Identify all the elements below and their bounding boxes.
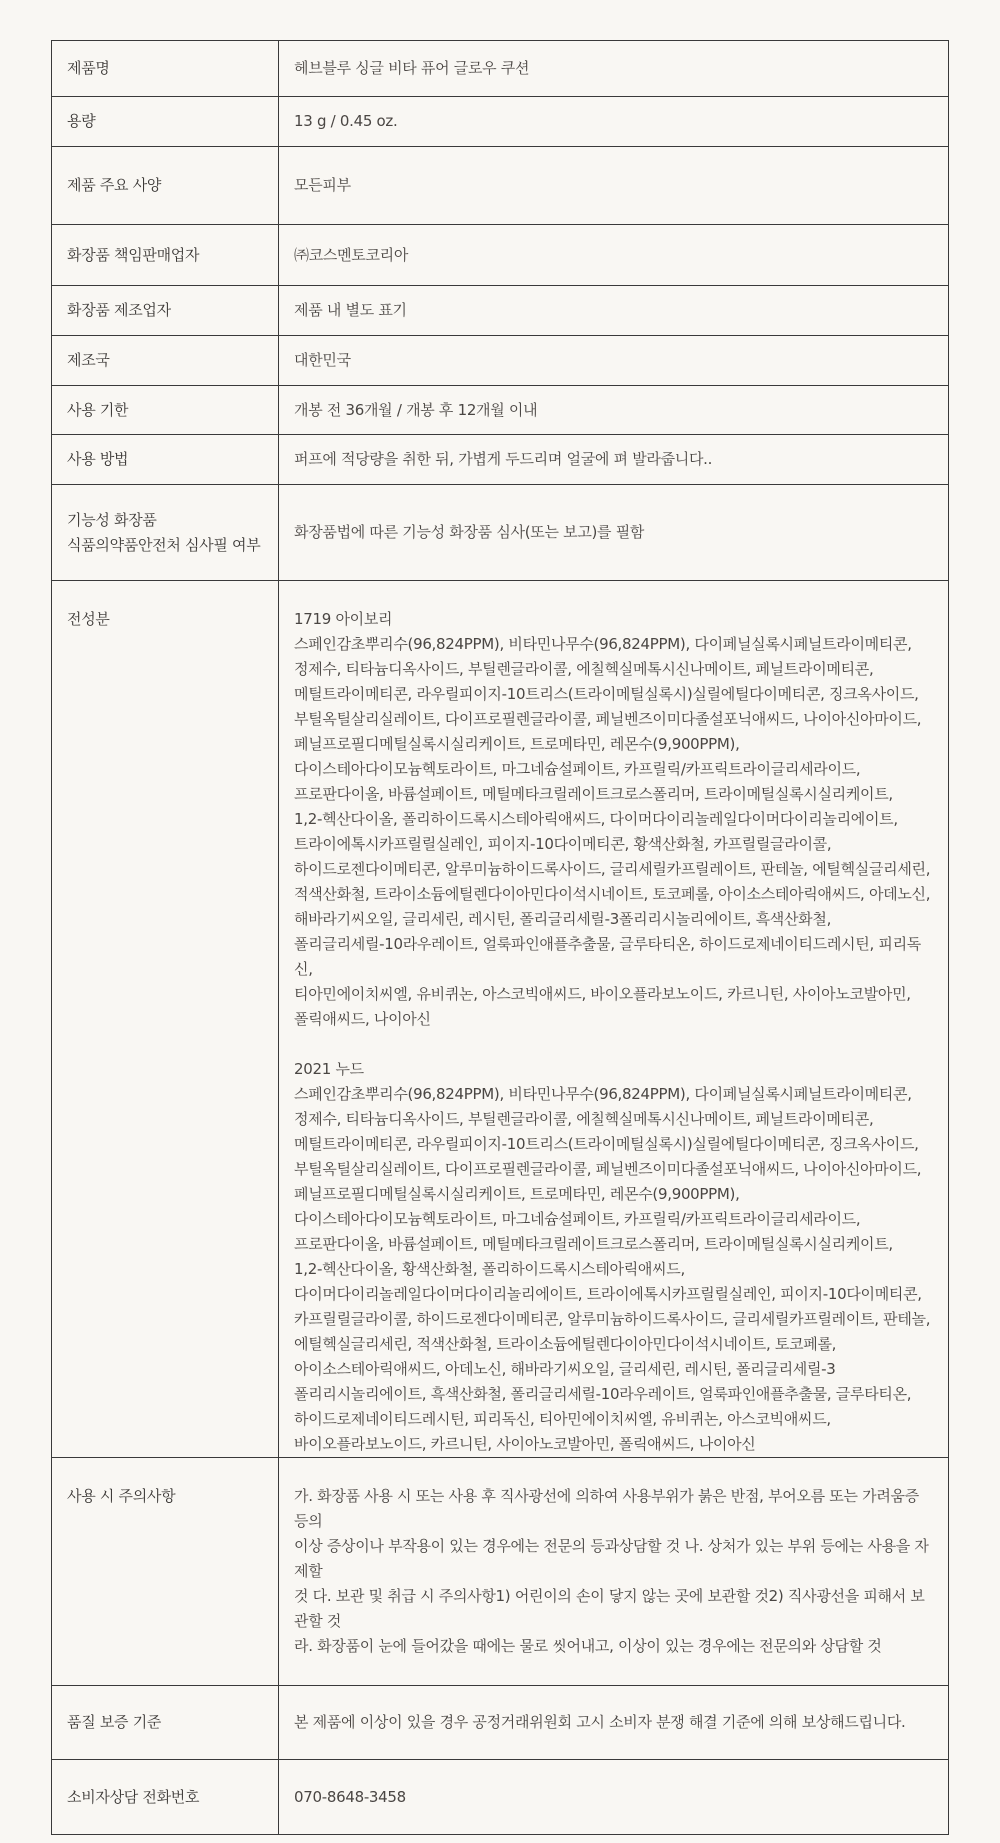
ingredient-group-title: 1719 아이보리 [294,610,393,628]
caution-label: 사용 시 주의사항 [52,1458,279,1686]
table-row [52,336,949,386]
ingredient-group [294,1057,933,1457]
table-row [52,386,949,435]
country-value: 대한민국 [279,336,949,386]
table-row [52,435,949,485]
quality-label: 품질 보증 기준 [52,1686,279,1760]
table-row [52,1458,949,1686]
ingredient-group-text: 스페인감초뿌리수(96,824PPM), 비타민나무수(96,824PPM), 다이페닐실록시페닐트라이메티콘, 정제수, 티타늄디옥사이드, 부틸렌글라이콜, 에칠헥실메톡시신나메이트, 페닐트라이메티콘, 메틸트라이메티콘, 라우릴피이지-10트리스(트라이메틸실록시)실릴에틸다이메티콘, 징크옥사이드, 부틸옥틸살리실레이트, 다이프로필렌글라이콜, 페닐벤즈이미다졸설포닉애씨드, 나이아신아마이드, 페닐프로필디메틸실록시실리케이트, 트로메타민, 레몬수(9,900PPM), 다이스테아다이모늄헥토라이트, 마그네슘설페이트, 카프릴릭/카프릭트라이글리세라이드, 프로판다이올, 바륨설페이트, 메틸메타크릴레이트크로스폴리머, 트라이메틸실록시실리케이트, 1,2-헥산다이올, 황색산화철, 폴리하이드록시스테아릭애씨드, 다이머다이리놀레일다이머다이리놀리에이트, 트라이에톡시카프릴릴실레인, 피이지-10다이메티콘, 카프릴릴글라이콜, 하이드로젠다이메티콘, 알루미늄하이드록사이드, 글리세릴카프릴레이트, 판테놀, 에틸헥실글리세린, 적색산화철, 트라이소듐에틸렌다이아민다이석시네이트, 토코페롤, 아이소스테아릭애씨드, 아데노신, 해바라기씨오일, 글리세린, 레시틴, 폴리글리세릴-3 폴리리시놀리에이트, 흑색산화철, 폴리글리세릴-10라우레이트, 얼룩파인애플추출물, 글루타티온, 하이드로제네이티드레시틴, 피리독신, 티아민에이치씨엘, 유비퀴논, 아스코빅애씨드, 바이오플라보노이드, 카르니틴, 사이아노코발아민, 폴릭애씨드, 나이아신 [294,1085,931,1453]
table-row [52,1760,949,1835]
phone-value: 070-8648-3458 [279,1760,949,1835]
table-row [52,1686,949,1760]
product-name-value: 헤브블루 싱글 비타 퓨어 글로우 쿠션 [279,41,949,97]
volume-value: 13 g / 0.45 oz. [279,97,949,147]
main-spec-label: 제품 주요 사양 [52,147,279,225]
expiry-label: 사용 기한 [52,386,279,435]
quality-value: 본 제품에 이상이 있을 경우 공정거래위원회 고시 소비자 분쟁 해결 기준에 의해 보상해드립니다. [279,1686,949,1760]
ingredients-label: 전성분 [52,581,279,1458]
expiry-value: 개봉 전 36개월 / 개봉 후 12개월 이내 [279,386,949,435]
table-row [52,147,949,225]
seller-value: ㈜코스멘토코리아 [279,225,949,286]
ingredients-value [279,581,949,1458]
ingredient-group-text: 스페인감초뿌리수(96,824PPM), 비타민나무수(96,824PPM), 다이페닐실록시페닐트라이메티콘, 정제수, 티타늄디옥사이드, 부틸렌글라이콜, 에칠헥실메톡시신나메이트, 페닐트라이메티콘, 메틸트라이메티콘, 라우릴피이지-10트리스(트라이메틸실록시)실릴에틸다이메티콘, 징크옥사이드, 부틸옥틸살리실레이트, 다이프로필렌글라이콜, 페닐벤즈이미다졸설포닉애씨드, 나이아신아마이드, 페닐프로필디메틸실록시실리케이트, 트로메타민, 레몬수(9,900PPM), 다이스테아다이모늄헥토라이트, 마그네슘설페이트, 카프릴릭/카프릭트라이글리세라이드, 프로판다이올, 바륨설페이트, 메틸메타크릴레이트크로스폴리머, 트라이메틸실록시실리케이트, 1,2-헥산다이올, 폴리하이드록시스테아릭애씨드, 다이머다이리놀레일다이머다이리놀리에이트, 트라이에톡시카프릴릴실레인, 피이지-10다이메티콘, 황색산화철, 카프릴릴글라이콜, 하이드로젠다이메티콘, 알루미늄하이드록사이드, 글리세릴카프릴레이트, 판테놀, 에틸헥실글리세린, 적색산화철, 트라이소듐에틸렌다이아민다이석시네이트, 토코페롤, 아이소스테아릭애씨드, 아데노신, 해바라기씨오일, 글리세린, 레시틴, 폴리글리세릴-3폴리리시놀리에이트, 흑색산화철, 폴리글리세릴-10라우레이트, 얼룩파인애플추출물, 글루타티온, 하이드로제네이티드레시틴, 피리독신, 티아민에이치씨엘, 유비퀴논, 아스코빅애씨드, 바이오플라보노이드, 카르니틴, 사이아노코발아민, 폴릭애씨드, 나이아신 [294,635,931,1028]
product-name-label: 제품명 [52,41,279,97]
phone-label: 소비자상담 전화번호 [52,1760,279,1835]
table-row [52,485,949,581]
volume-label: 용량 [52,97,279,147]
table-row [52,41,949,97]
table-row [52,581,949,1458]
manufacturer-value: 제품 내 별도 표기 [279,286,949,336]
table-row [52,97,949,147]
usage-label: 사용 방법 [52,435,279,485]
ingredient-group-title: 2021 누드 [294,1060,364,1078]
table-row [52,225,949,286]
country-label: 제조국 [52,336,279,386]
seller-label: 화장품 책임판매업자 [52,225,279,286]
product-info-table [51,40,949,1835]
functional-label: 기능성 화장품 식품의약품안전처 심사필 여부 [52,485,279,581]
manufacturer-label: 화장품 제조업자 [52,286,279,336]
main-spec-value: 모든피부 [279,147,949,225]
ingredient-group [294,607,933,1032]
caution-value: 가. 화장품 사용 시 또는 사용 후 직사광선에 의하여 사용부위가 붉은 반점, 부어오름 또는 가려움증 등의 이상 증상이나 부작용이 있는 경우에는 전문의 등과상담할 것 나. 상처가 있는 부위 등에는 사용을 자제할 것 다. 보관 및 취급 시 주의사항1) 어린이의 손이 닿지 않는 곳에 보관할 것2) 직사광선을 피해서 보관할 것 라. 화장품이 눈에 들어갔을 때에는 물로 씻어내고, 이상이 있는 경우에는 전문의와 상담할 것 [279,1458,949,1686]
functional-value: 화장품법에 따른 기능성 화장품 심사(또는 보고)를 필함 [279,485,949,581]
table-row [52,286,949,336]
usage-value: 퍼프에 적당량을 취한 뒤, 가볍게 두드리며 얼굴에 펴 발라줍니다.. [279,435,949,485]
